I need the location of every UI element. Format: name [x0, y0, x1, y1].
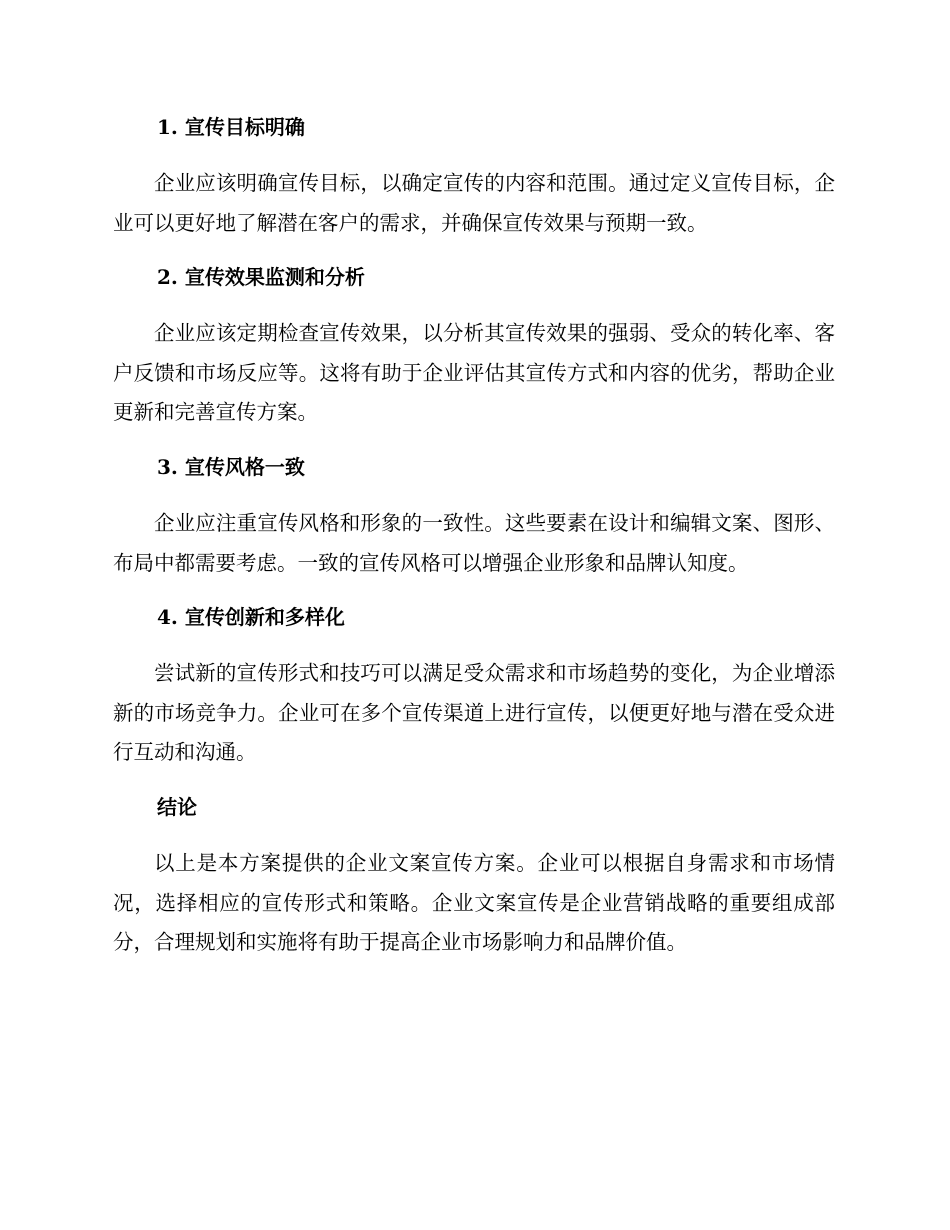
section-heading-innovation: 4. 宣传创新和多样化: [157, 605, 345, 630]
section-heading-monitoring: 2. 宣传效果监测和分析: [157, 265, 365, 290]
section-heading-style: 3. 宣传风格一致: [157, 454, 305, 479]
section-paragraph-monitoring: 企业应该定期检查宣传效果，以分析其宣传效果的强弱、受众的转化率、客户反馈和市场反应等。这将有助于企业评估其宣传方式和内容的优劣，帮助企业更新和完善宣传方案。: [113, 321, 835, 425]
section-paragraph-style: 企业应注重宣传风格和形象的一致性。这些要素在设计和编辑文案、图形、布局中都需要考虑。一致的宣传风格可以增强企业形象和品牌认知度。: [113, 510, 835, 575]
section-paragraph-innovation: 尝试新的宣传形式和技巧可以满足受众需求和市场趋势的变化，为企业增添新的市场竞争力。企业可在多个宣传渠道上进行宣传，以便更好地与潜在受众进行互动和沟通。: [113, 661, 835, 765]
section-heading-goals: 1. 宣传目标明确: [157, 115, 305, 139]
section-paragraph-conclusion: 以上是本方案提供的企业文案宣传方案。企业可以根据自身需求和市场情况，选择相应的宣传形式和策略。企业文案宣传是企业营销战略的重要组成部分，合理规划和实施将有助于提高企业市场影响力和品牌价值。: [113, 850, 835, 955]
section-heading-conclusion: 结论: [157, 794, 197, 819]
section-paragraph-goals: 企业应该明确宣传目标，以确定宣传的内容和范围。通过定义宣传目标，企业可以更好地了解潜在客户的需求，并确保宣传效果与预期一致。: [113, 171, 835, 235]
document-body: [113, 112, 835, 963]
